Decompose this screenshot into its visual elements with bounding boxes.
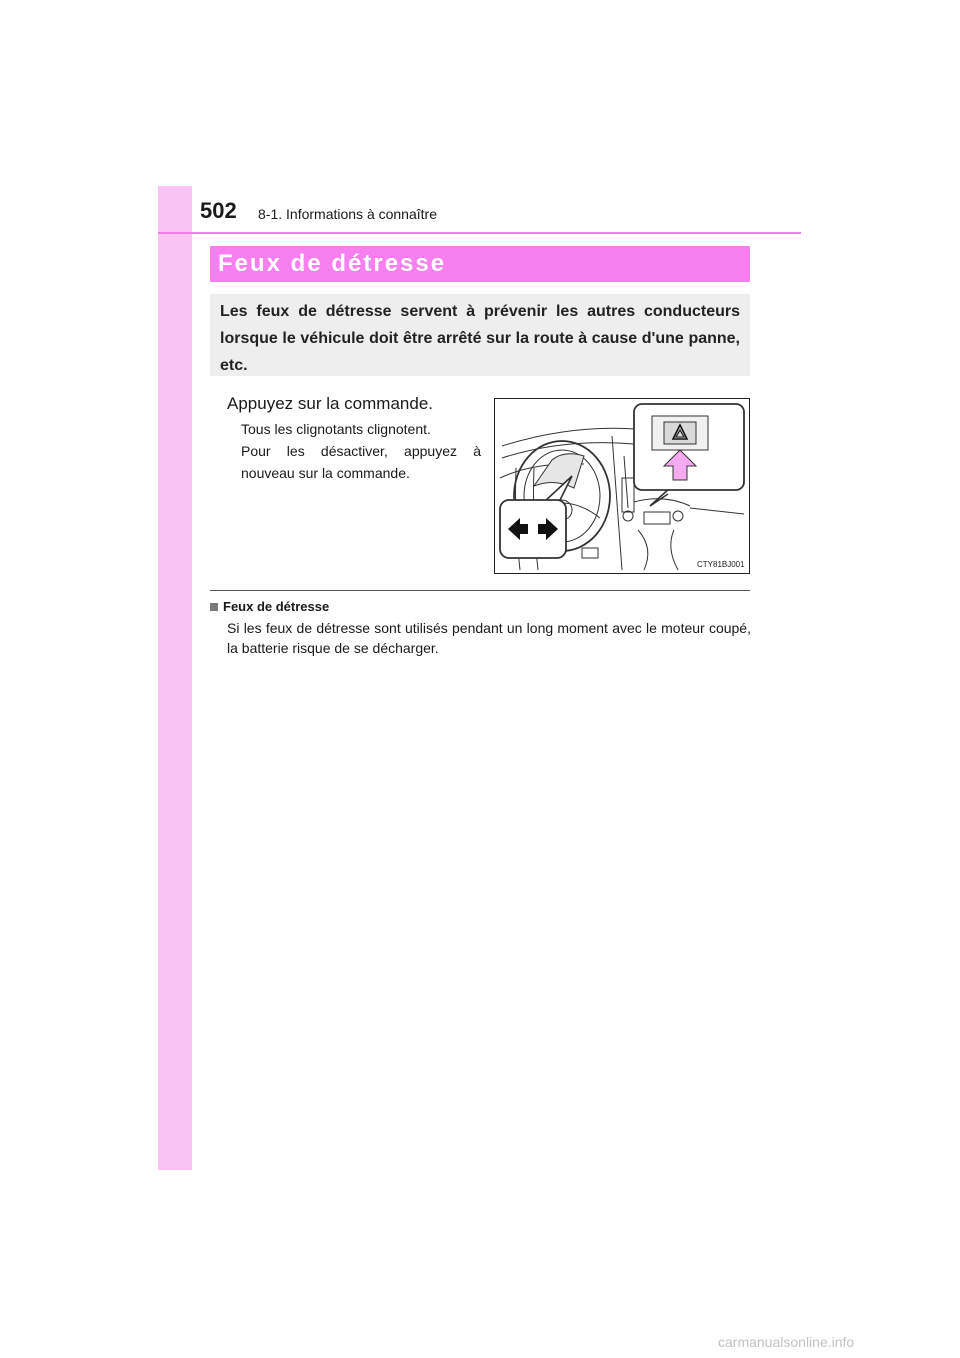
step-detail [241,418,481,484]
note-title-text: Feux de détresse [223,599,330,614]
note-body: Si les feux de détresse sont utilisés pendant un long moment avec le moteur coupé, la batterie risque de se décharger. [227,620,751,656]
side-tab-band [158,186,192,1170]
notes-divider [210,590,750,591]
page-number: 502 [200,198,237,223]
section-label: 8-1. Informations à connaître [258,206,437,222]
figure-code: CTY81BJ001 [697,560,745,569]
square-bullet-icon [210,603,218,611]
step-detail-line-1: Tous les clignotants clignotent. [241,421,431,437]
dashboard-figure [494,398,750,574]
hazard-callout [634,404,744,506]
dashboard-illustration [494,398,750,574]
page-title: Feux de détresse [210,246,750,282]
watermark: carmanualsonline.info [718,1334,855,1350]
note-title [210,599,329,614]
step-detail-line-2: Pour les désactiver, appuyez à nouveau sur la commande. [241,443,481,481]
intro-box [210,294,750,376]
header-rule [158,232,801,234]
step-instruction: Appuyez sur la commande. [227,394,433,413]
intro-text: Les feux de détresse servent à prévenir les autres conducteurs lorsque le véhicule doit être arrêté sur la route à cause d'une panne, etc. [220,303,740,374]
